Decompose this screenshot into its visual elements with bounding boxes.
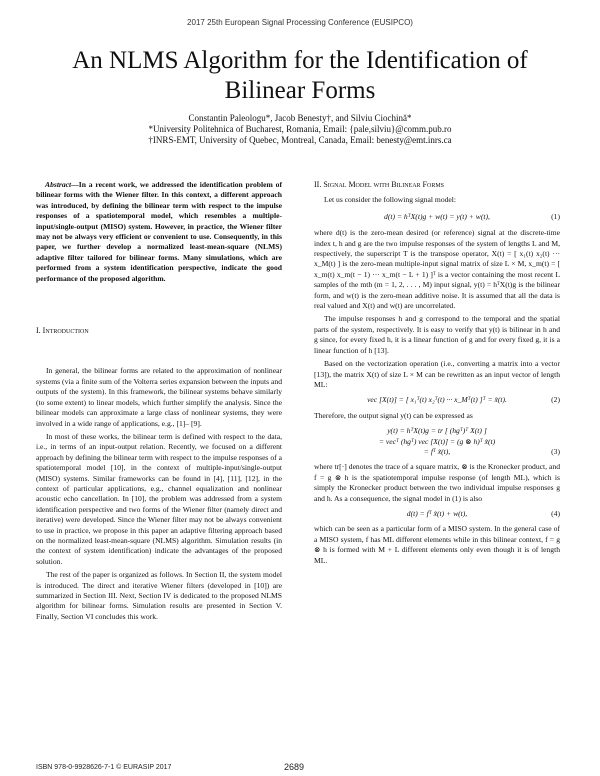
section2-trace-paragraph: where tr[·] denotes the trace of a square matrix, ⊗ is the Kronecker product, and f = g ⊗ h is the spatiotemporal impulse response (of length ML), which is simply the Kronecker product between the two individual impulse responses g and h. As a consequence, the signal model in (1) is also <box>314 462 560 503</box>
equation-2-number: (2) <box>551 395 560 405</box>
abstract <box>36 180 282 284</box>
affiliation-2: †INRS-EMT, University of Quebec, Montreal, Canada, Email: benesty@emt.inrs.ca <box>148 135 452 145</box>
footer-isbn: ISBN 978-0-9928626-7-1 © EURASIP 2017 <box>36 764 172 771</box>
right-column <box>314 180 560 566</box>
equation-1-number: (1) <box>551 211 560 221</box>
equation-4 <box>314 509 560 519</box>
section2-vec-paragraph: Based on the vectorization operation (i.e., converting a matrix into a vector [13]), the matrix X(t) of size L × M can be rewritten as an input vector of length ML: <box>314 359 560 389</box>
section2-miso-paragraph: which can be seen as a particular form of a MISO system. In the general case of a MISO system, f has ML different elements while in this bilinear context, f = g ⊗ h is formed with M + L different elements only even though it is of length ML. <box>314 524 560 565</box>
equation-3-line-1: y(t) = hᵀX(t)g = tr [ (hgᵀ)ᵀ X(t) ] <box>387 426 487 436</box>
equation-1 <box>314 212 560 222</box>
affiliation-1: *University Politehnica of Bucharest, Romania, Email: {pale,silviu}@comm.pub.ro <box>148 124 452 134</box>
equation-3-line-3: = fᵀ x̃(t), <box>423 446 451 456</box>
equation-2 <box>314 395 560 405</box>
conference-header: 2017 25th European Signal Processing Conference (EUSIPCO) <box>187 18 413 27</box>
left-column <box>36 180 282 622</box>
paper-title: An NLMS Algorithm for the Identification of Bilinear Forms <box>72 47 528 104</box>
section2-impulse-paragraph: The impulse responses h and g correspond to the temporal and the spatial parts of the system, respectively. It is easy to verify that y(t) is bilinear in h and g since, for every fixed h, it is a linear function of g and for every fixed g, it is a linear function of h [13]. <box>314 314 560 355</box>
section2-lead: Let us consider the following signal model: <box>324 195 457 205</box>
intro-paragraph-1: In general, the bilinear forms are related to the approximation of nonlinear systems (via a finite sum of the Volterra series expansion between the inputs and outputs of the system). In this framework, the bilinear systems behave similarly (to some extent) to linear models, which further simplify the analysis. Since the bilinear models can approximate a large class of nonlinear systems, they were involved in a wide range of applications, e.g., [1]– [9]. <box>36 366 282 428</box>
intro-heading: I. Introduction <box>36 326 89 336</box>
section2-heading: II. Signal Model with Bilinear Forms <box>314 180 444 189</box>
section2-therefore: Therefore, the output signal y(t) can be expressed as <box>314 410 473 420</box>
equation-4-number: (4) <box>551 508 560 518</box>
equation-1-body: d(t) = hᵀX(t)g + w(t) = y(t) + w(t), <box>384 211 490 221</box>
abstract-label: Abstract <box>45 180 72 189</box>
abstract-text: —In a recent work, we addressed the identification problem of bilinear forms with the Wiener filter. In this context, a different approach was introduced, by defining the bilinear term with respect to the impulse responses of a spatiotemporal model, which resembles a multiple-input/single-output (MISO) system. However, in practice, the Wiener filter may not be always very efficient or convenient to use. Consequently, in this paper, we further develop a normalized least-mean-square (NLMS) adaptive filter tailored for bilinear forms. Many simulations, which are performed from a system identification perspective, indicate the good performance of the proposed algorithm. <box>36 180 282 283</box>
equation-4-body: d(t) = fᵀ x̃(t) + w(t), <box>406 508 468 518</box>
equation-3-line-2: = vecᵀ (hgᵀ) vec [X(t)] = (g ⊗ h)ᵀ x̃(t) <box>378 436 496 446</box>
section2-where-paragraph: where d(t) is the zero-mean desired (or reference) signal at the discrete-time index t, h and g are the two impulse responses of the system of lengths L and M, respectively, the superscript T is the transpose operator, X(t) = [ x₁(t) x₂(t) ··· x_M(t) ] is the zero-mean multiple-input signal matrix of size L × M, x_m(t) = [ x_m(t) x_m(t − 1) ··· x_m(t − L + 1) ]ᵀ is a vector containing the most recent L samples of the mth (m = 1, 2, . . . , M) input signal, y(t) = hᵀX(t)g is the bilinear form, and w(t) is the zero-mean additive noise. It is assumed that all the data is real valued and X(t) and w(t) are uncorrelated. <box>314 228 560 311</box>
intro-paragraph-2: In most of these works, the bilinear term is defined with respect to the data, i.e., in terms of an input-output relation. Recently, we focused on a different approach by defining the bilinear term with respect to the impulse responses of a spatiotemporal model [10], in the context of multiple-input/single-output (MISO) systems. Similar frameworks can be found in [4], [11], [12], in the context of particular applications, e.g., channel equalization and nonlinear acoustic echo cancellation. In [10], the problem was addressed from a system identification perspective and two forms of the Wiener filter (namely direct and iterative) were developed. Since the Wiener filter may not be always convenient to use in practice, we propose in this paper an adaptive filtering approach based on the normalized least-mean-square (NLMS) algorithm. Simulation results (in the context of system identification) indicate the advantages of the proposed solution. <box>36 431 282 566</box>
intro-paragraph-3: The rest of the paper is organized as follows. In Section II, the system model is introduced. The direct and iterative Wiener filters (developed in [10]) are summarized in Section III. Next, Section IV is dedicated to the proposed NLMS algorithm for bilinear forms. Simulation results are presented in Section V. Finally, Section VI concludes this work. <box>36 570 282 621</box>
equation-2-body: vec [X(t)] = [ x₁ᵀ(t) x₂ᵀ(t) ··· x_Mᵀ(t) ]ᵀ = x̃(t). <box>367 395 507 405</box>
equation-3-number: (3) <box>551 447 560 457</box>
author-names: Constantin Paleologu*, Jacob Benesty†, and Silviu Ciochină* <box>188 113 412 123</box>
equation-3 <box>314 426 560 457</box>
footer-page-number: 2689 <box>284 762 305 772</box>
author-block <box>60 113 540 146</box>
